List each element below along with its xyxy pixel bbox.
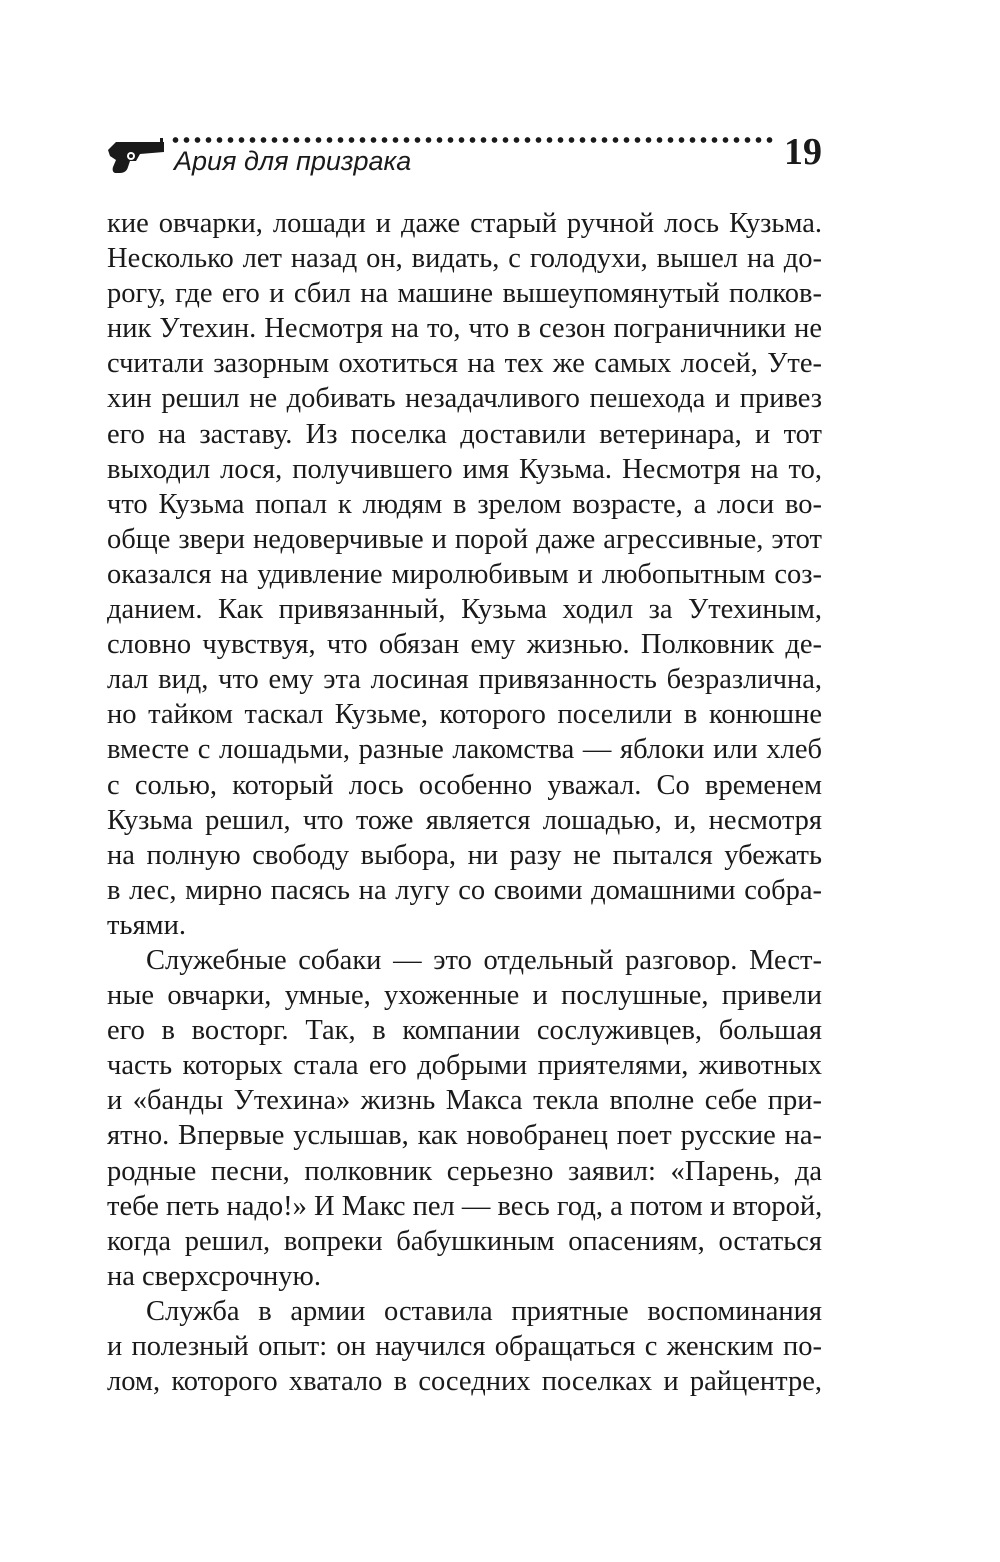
- text-line: тебе петь надо!» И Макс пел — весь год, а потом и второй,: [107, 1190, 823, 1222]
- text-line: с солью, который лось особенно уважал. Со временем: [107, 769, 822, 801]
- text-line: вместе с лошадьми, разные лакомства — яблоки или хлеб: [107, 734, 822, 766]
- text-line: Служба в армии оставила приятные воспоминания: [146, 1295, 822, 1327]
- text-line: обще звери недоверчивые и порой даже агрессивные, этот: [107, 523, 822, 555]
- text-line: тьями.: [107, 909, 186, 941]
- text-line: кие овчарки, лошади и даже старый ручной лось Кузьма.: [107, 208, 822, 239]
- text-line: ные овчарки, умные, ухоженные и послушные, привели: [107, 980, 822, 1012]
- text-line: и «банды Утехина» жизнь Макса текла вполне себе при-: [107, 1085, 822, 1117]
- text-line: ятно. Впервые услышав, как новобранец поет русские на-: [107, 1120, 822, 1152]
- text-line: ник Утехин. Несмотря на то, что в сезон пограничники не: [107, 313, 822, 345]
- text-line: считали зазорным охотиться на тех же самых лосей, Уте-: [107, 348, 822, 380]
- running-title: Ария для призрака: [174, 146, 412, 176]
- text-line: словно чувствуя, что обязан ему жизнью. Полковник де-: [107, 629, 822, 661]
- text-line: Кузьма решил, что тоже является лошадью, и, несмотря: [107, 804, 822, 836]
- page-header: [0, 0, 1000, 200]
- text-line: но тайком таскал Кузьме, которого поселили в конюшне: [107, 699, 822, 731]
- text-line: на полную свободу выбора, ни разу не пытался убежать: [107, 839, 822, 871]
- text-line: хин решил не добивать незадачливого пешехода и привез: [107, 383, 822, 415]
- text-line: его в восторг. Так, в компании сослуживцев, большая: [107, 1015, 822, 1047]
- body-text: [107, 206, 822, 1399]
- text-line: данием. Как привязанный, Кузьма ходил за Утехиным,: [107, 594, 822, 626]
- text-line: лом, которого хватало в соседних поселках и райцентре,: [107, 1366, 822, 1398]
- text-line: и полезный опыт: он научился обращаться с женским по-: [107, 1331, 822, 1362]
- text-line: что Кузьма попал к людям в зрелом возрасте, а лоси во-: [107, 488, 822, 520]
- text-line: лал вид, что ему эта лосиная привязанность безразлична,: [107, 664, 822, 696]
- text-line: оказался на удивление миролюбивым и любопытным соз-: [107, 558, 822, 590]
- text-line: выходил лося, получившего имя Кузьма. Несмотря на то,: [107, 453, 822, 485]
- text-line: когда решил, вопреки бабушкиным опасениям, остаться: [107, 1225, 822, 1257]
- text-line: Служебные собаки — это отдельный разговор. Мест-: [146, 944, 822, 976]
- text-line: родные песни, полковник серьезно заявил: «Парень, да: [107, 1155, 822, 1187]
- page-number: 19: [784, 131, 822, 173]
- text-line: Несколько лет назад он, видать, с голодухи, вышел на до-: [107, 243, 822, 275]
- text-line: часть которых стала его добрыми приятелями, животных: [107, 1050, 822, 1082]
- text-line: на сверхсрочную.: [107, 1260, 321, 1292]
- text-line: его на заставу. Из поселка доставили ветеринара, и тот: [107, 418, 822, 450]
- text-line: в лес, мирно пасясь на лугу со своими домашними собра-: [107, 874, 822, 906]
- text-line: рогу, где его и сбил на машине вышеупомянутый полков-: [107, 278, 822, 310]
